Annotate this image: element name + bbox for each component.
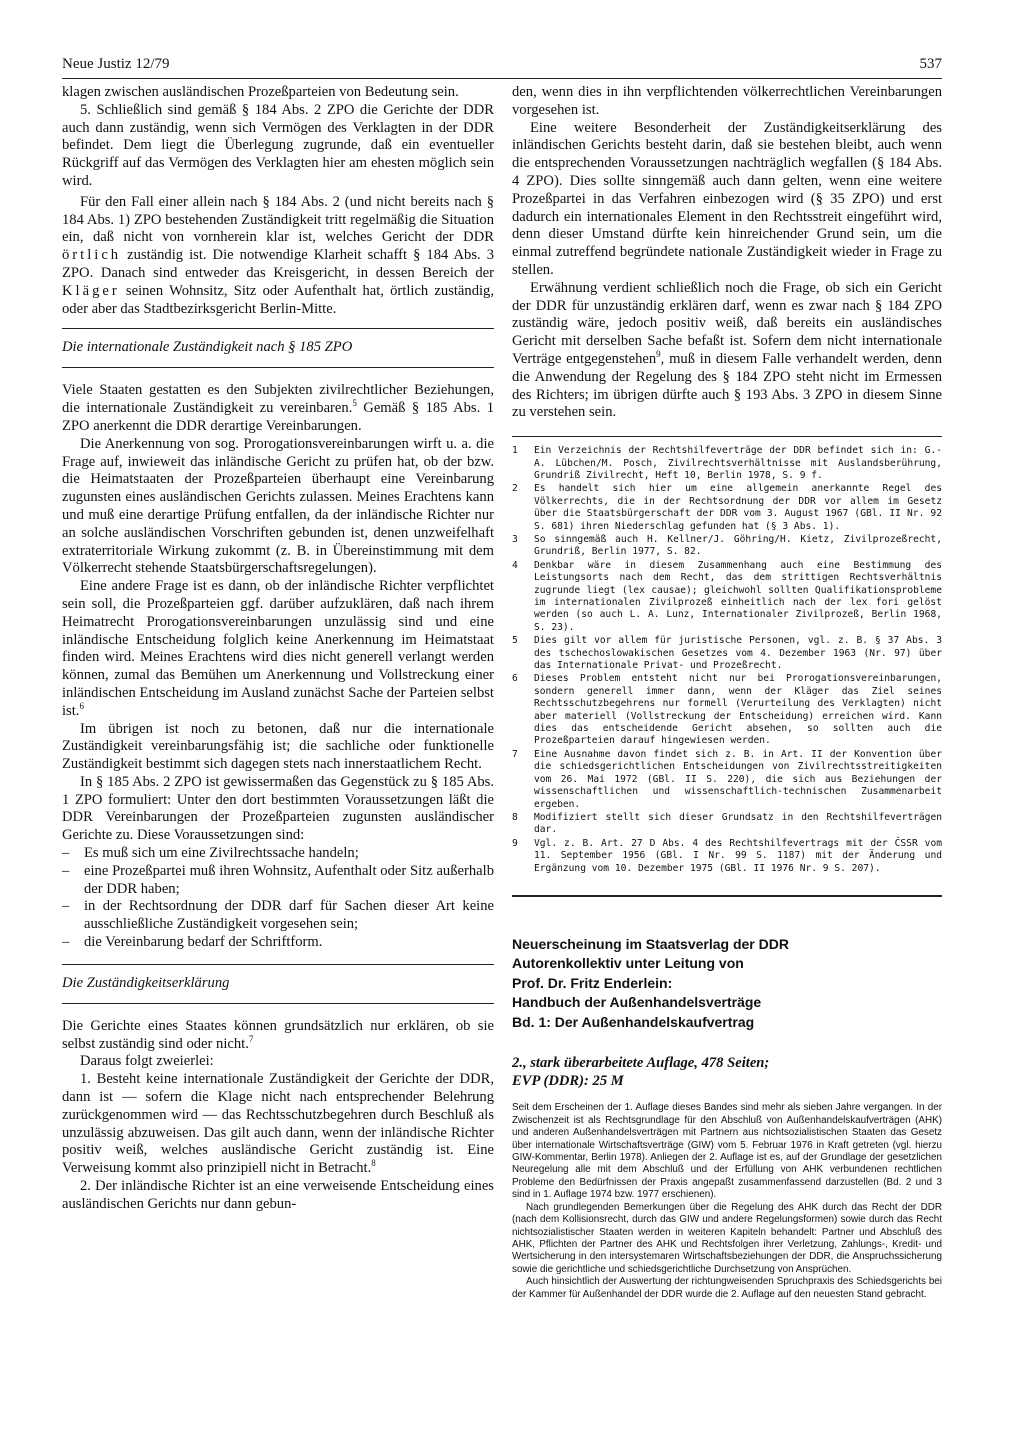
paragraph: Daraus folgt zweierlei: <box>80 1053 214 1070</box>
ad-publisher-line: Neuerscheinung im Staatsverlag der DDR <box>512 935 789 952</box>
paragraph: In § 185 Abs. 2 ZPO ist gewissermaßen das Gegenstück zu § 185 Abs. 1 ZPO formuliert: Unter den dort bestimmten Voraussetzungen läßt die DDR Vereinbarungen der Prozeßparteien zugunsten ausländischer Gerichte zu. Diese Voraussetzungen sind: <box>62 773 494 844</box>
left-column <box>62 84 494 1214</box>
paragraph: 2. Der inländische Richter ist an eine verweisende Entscheidung eines ausländischen Gerichts nur dann gebun- <box>62 1178 494 1212</box>
footnote: 5 Dies gilt vor allem für juristische Personen, vgl. z. B. § 37 Abs. 3 des tschechoslowakischen Gesetzes vom 4. Dezember 1963 (Nr. 97) über das Internationale Privat- und Prozeßrecht. <box>512 635 942 672</box>
section-heading: Die Zuständigkeitserklärung <box>62 974 230 991</box>
footnote-ref: 8 <box>371 1158 376 1169</box>
emphasized-word: Kläger <box>62 282 120 299</box>
footnote-rule <box>512 436 942 437</box>
advertisement-rule <box>512 895 942 897</box>
right-column <box>512 84 942 1301</box>
footnote-ref: 9 <box>656 349 661 360</box>
requirements-list <box>62 845 494 952</box>
section-heading-box <box>62 964 494 1004</box>
footnote: 1 Ein Verzeichnis der Rechtshilfeverträge der DDR befindet sich in: G.-A. Lübchen/M. Posch, Zivilrechtsverhältnisse mit Auslandsberührung, Grundriß Zivilrecht, Heft 10, Berlin 1978, S. 9 f. <box>512 445 942 481</box>
paragraph: Die Anerkennung von sog. Prorogationsvereinbarungen wirft u. a. die Frage auf, inwieweit das inländische Gericht zu prüfen hat, ob der bzw. die Heimatstaaten der Prozeßparteien überhaupt eine Vereinbarung zugunsten eines ausländischen Gerichts zulassen. Meines Erachtens kann und muß eine derartige Prüfung entfallen, da der inländische Richter nur an solche ausländischen Vorschriften gebunden ist, denen unzweifelhaft extraterritoriale Wirkung zukommt (z. B. in Übereinstimmung mit dem Völkerrecht stehende Staatsbürgerschaftsregelungen). <box>62 435 494 577</box>
section-heading: Die internationale Zuständigkeit nach § 185 ZPO <box>62 339 353 356</box>
paragraph: Erwähnung verdient schließlich noch die Frage, ob sich ein Gericht der DDR für unzuständig erklären darf, wenn es zwar nach § 184 ZPO zuständig wäre, jedoch positiv weiß, daß bereits ein ausländisches Gericht mit derselben Sache befaßt ist. Sofern dem nicht internationale Verträge entgegenstehen$^9$, muß in diesem Falle verhandelt werden, denn die Anwendung der Regelung des § 184 ZPO steht nicht im Ermessen des Richters; im übrigen dürfte auch § 193 Abs. 3 ZPO in diesem Sinne zu verstehen sein. <box>512 279 943 421</box>
ad-price: EVP (DDR): 25 M <box>512 1073 624 1090</box>
footnote: 3 So sinngemäß auch H. Kellner/J. Göhring/H. Kietz, Zivilprozeßrecht, Grundriß, Berlin 1977, S. 82. <box>512 533 942 558</box>
page-number: 537 <box>919 56 942 72</box>
footnote-ref: 7 <box>248 1033 254 1044</box>
journal-title: Neue Justiz 12/79 <box>62 56 170 72</box>
footnote: 7 Eine Ausnahme davon findet sich z. B. in Art. II der Konvention über die schiedsgerichtlichen Entscheidungen von Zivilrechtsstreitigkeiten vom 26. Mai 1972 (GBl. II S. 220), die sich aus Beziehungen der wissenschaftlichen und wissenschaftlich-technischen Zusammenarbeit ergeben. <box>512 748 942 810</box>
paragraph: Für den Fall einer allein nach § 184 Abs. 2 (und nicht bereits nach § 184 Abs. 1) ZPO bestehenden Zuständigkeit tritt regelmäßig die Situation ein, daß nicht von vornherein klar ist, welches Gericht der DDR örtlich zuständig ist. Die notwendige Klarheit schafft § 184 Abs. 3 ZPO. Danach sind entweder das Kreisgericht, in dessen Bereich der Kläger seinen Wohnsitz, Sitz oder Aufenthalt hat, örtlich zuständig, oder aber das Stadtbezirksgericht Berlin-Mitte. <box>62 193 494 317</box>
page-header <box>62 56 942 76</box>
paragraph: Im übrigen ist noch zu betonen, daß nur die internationale Zuständigkeit vereinbarungsfähig ist; die sachliche oder funktionelle Zuständigkeit bestimmt sich dagegen stets nach innerstaatlichem Recht. <box>62 720 494 773</box>
paragraph: Die Gerichte eines Staates können grundsätzlich nur erklären, ob sie selbst zuständig sind oder nicht.$^7$ <box>62 1017 494 1052</box>
footnote-ref: 6 <box>79 700 84 711</box>
paragraph: Viele Staaten gestatten es den Subjekten zivilrechtlicher Beziehungen, die internationale Zuständigkeit zu vereinbaren.$^5$ Gemäß § 185 Abs. 1 ZPO anerkennt die DDR derartige Vereinbarungen. <box>62 382 494 434</box>
paragraph: Eine andere Frage ist es dann, ob der inländische Richter verpflichtet sein soll, die Prozeßparteien ggf. darüber aufzuklären, daß nach ihrem Heimatrecht Prorogationsvereinbarungen unzulässig sind und eine inländische Entscheidung folglich keine Anerkennung im Heimatstaat finden wird. Meines Erachtens wird dies nicht generell verlangt werden können, zumal das Bemühen um Anerkennung und Vollstreckung einer inländischen Entscheidung im Ausland zunächst Sache der Parteien selbst ist.$^6$ <box>62 578 494 719</box>
list-item: – Es muß sich um eine Zivilrechtssache handeln; <box>62 845 494 863</box>
ad-paragraph: Auch hinsichtlich der Auswertung der richtungweisenden Spruchpraxis des Schiedsgerichts bei der Kammer für Außenhandel der DDR wurde die 2. Auflage auf den neuesten Stand gebracht. <box>512 1276 942 1300</box>
list-item: – in der Rechtsordnung der DDR darf für Sachen dieser Art keine ausschließliche Zuständigkeit vorgesehen sein; <box>62 898 494 934</box>
footnote-ref: 5 <box>352 398 357 409</box>
footnote: 9 Vgl. z. B. Art. 27 D Abs. 4 des Rechtshilfevertrags mit der ČSSR vom 11. September 1956 (GBl. I Nr. 99 S. 1187) mit der Änderung und Ergänzung vom 10. Dezember 1975 (GBl. II 1976 Nr. 9 S. 207). <box>512 837 942 874</box>
footnote: 6 Dieses Problem entsteht nicht nur bei Prorogationsvereinbarungen, sondern generell immer dann, wenn der Kläger das Ziel seines Rechtsschutzbegehrens nur formell (Verurteilung des Verklagten) nicht aber materiell (Vollstreckung der Entscheidung) erreichen wird. Kann dies das entscheidende Gericht absehen, so sollten auch die Prozeßparteien darauf hingewiesen werden. <box>512 673 942 747</box>
ad-authors-line: Autorenkollektiv unter Leitung von <box>512 955 744 972</box>
footnote: 8 Modifiziert stellt sich dieser Grundsatz in den Rechtshilfeverträgen dar. <box>512 811 942 836</box>
header-rule <box>62 78 942 79</box>
ad-volume-title: Bd. 1: Der Außenhandelskaufvertrag <box>512 1013 755 1030</box>
footnotes <box>512 445 942 875</box>
footnote: 2 Es handelt sich hier um eine allgemein anerkannte Regel des Völkerrechts, die in der Rechtsordnung der DDR vor allem im Gesetz über die Staatsbürgerschaft der DDR vom 3. August 1967 (GBl. II Nr. 92 S. 681) ihren Niederschlag gefunden hat (§ 3 Abs. 1). <box>512 483 942 532</box>
paragraph: 1. Besteht keine internationale Zuständigkeit der Gerichte der DDR, dann ist — sofern die Klage nicht nach entsprechender Belehrung zurückgenommen wird — das Rechtsschutzbegehren durch Beschluß als unzulässig abzuweisen. Das gilt auch dann, wenn der inländische Richter positiv weiß, welches ausländische Gericht zuständig ist. Eine Verweisung kommt also prinzipiell nicht in Betracht.$^8$ <box>62 1071 494 1177</box>
ad-book-title: Handbuch der Außenhandelsverträge <box>512 994 762 1011</box>
ad-editor-line: Prof. Dr. Fritz Enderlein: <box>512 974 673 991</box>
ad-paragraph: Nach grundlegenden Bemerkungen über die Regelung des AHK durch das Recht der DDR (nach dem Kollisionsrecht, durch das GIW und andere Regelungsformen) sowie durch das Recht nichtsozialistischer Staaten werden in weiteren Kapiteln behandelt: Partner und Abschluß des AHK, Pflichten der Partner des AHK und Rechtsfolgen ihrer Verletzung, Zahlungs-, Kredit- und Wertsicherung in den intersystemaren Wirtschaftsbeziehungen der DDR, die Anspruchssicherung sowie die gerichtliche und schiedsgerichtliche Durchsetzung von Ansprüchen. <box>512 1201 942 1275</box>
paragraph: klagen zwischen ausländischen Prozeßparteien von Bedeutung sein. <box>62 84 459 100</box>
list-item: – eine Prozeßpartei muß ihren Wohnsitz, Aufenthalt oder Sitz außerhalb der DDR haben; <box>62 863 494 899</box>
book-advertisement <box>512 935 942 1301</box>
section-heading-box <box>62 328 494 368</box>
paragraph: Eine weitere Besonderheit der Zuständigkeitserklärung des inländischen Gerichts besteht darin, daß sie bestehen bleibt, auch wenn die entsprechenden Voraussetzungen nachträglich wegfallen (§ 184 Abs. 4 ZPO). Dies sollte sinngemäß auch dann gelten, wenn eine weitere Prozeßpartei in das Verfahren einbezogen wird (§ 35 ZPO) und erst dadurch ein internationales Element in den Rechtsstreit eingeführt wird, denn dieser Umstand dürfte kein hinreichender Grund sein, um die einmal zutreffend begründete nationale Zuständigkeit wieder in Frage zu stellen. <box>512 119 942 278</box>
footnote: 4 Denkbar wäre in diesem Zusammenhang auch eine Bestimmung des Leistungsorts nach dem Recht, das dem strittigen Rechtsverhältnis zugrunde liegt (lex causae); gleichwohl sollten Qualifikationsprobleme im internationalen Zivilprozeß einheitlich nach der lex fori gelöst werden (so auch L. A. Lunz, Internationaler Zivilprozeß, Berlin 1968, S. 23). <box>512 559 942 633</box>
emphasized-word: örtlich <box>62 247 122 264</box>
ad-paragraph: Seit dem Erscheinen der 1. Auflage dieses Bandes sind mehr als sieben Jahre vergangen. In der Zwischenzeit ist als Rechtsgrundlage für den Abschluß von Außenhandelskaufverträgen (AHK) und anderen Außenhandelsverträgen mit Partnern aus nichtsozialistischen Staaten das Gesetz über internationale Wirtschaftsverträge (GIW) vom 5. Februar 1976 in Kraft getreten (vgl. hierzu GIW-Kommentar, Berlin 1978). Anliegen der 2. Auflage ist es, auf der Grundlage der gesetzlichen Neuregelung alle mit dem Abschluß und der Erfüllung von AHK verbundenen rechtlichen Probleme den Bedürfnissen der Praxis angepaßt zusammenfassend darzustellen (Bd. 2 und 3 sind in 1. Auflage 1974 bzw. 1977 erschienen). <box>512 1102 942 1201</box>
ad-description <box>512 1102 942 1301</box>
paragraph: den, wenn dies in ihn verpflichtenden völkerrechtlichen Vereinbarungen vorgesehen ist. <box>512 84 942 118</box>
list-item: – die Vereinbarung bedarf der Schriftform. <box>62 934 494 952</box>
paragraph: 5. Schließlich sind gemäß § 184 Abs. 2 ZPO die Gerichte der DDR auch dann zuständig, wenn sich Vermögen des Verklagten in der DDR befindet. Dem liegt die Überlegung zugrunde, daß ein eventueller Rückgriff auf das Vermögen des Verklagten hier am ehesten möglich sein wird. <box>62 101 494 189</box>
ad-edition-info: 2., stark überarbeitete Auflage, 478 Seiten; EVP (DDR): 25 M <box>512 1054 942 1090</box>
